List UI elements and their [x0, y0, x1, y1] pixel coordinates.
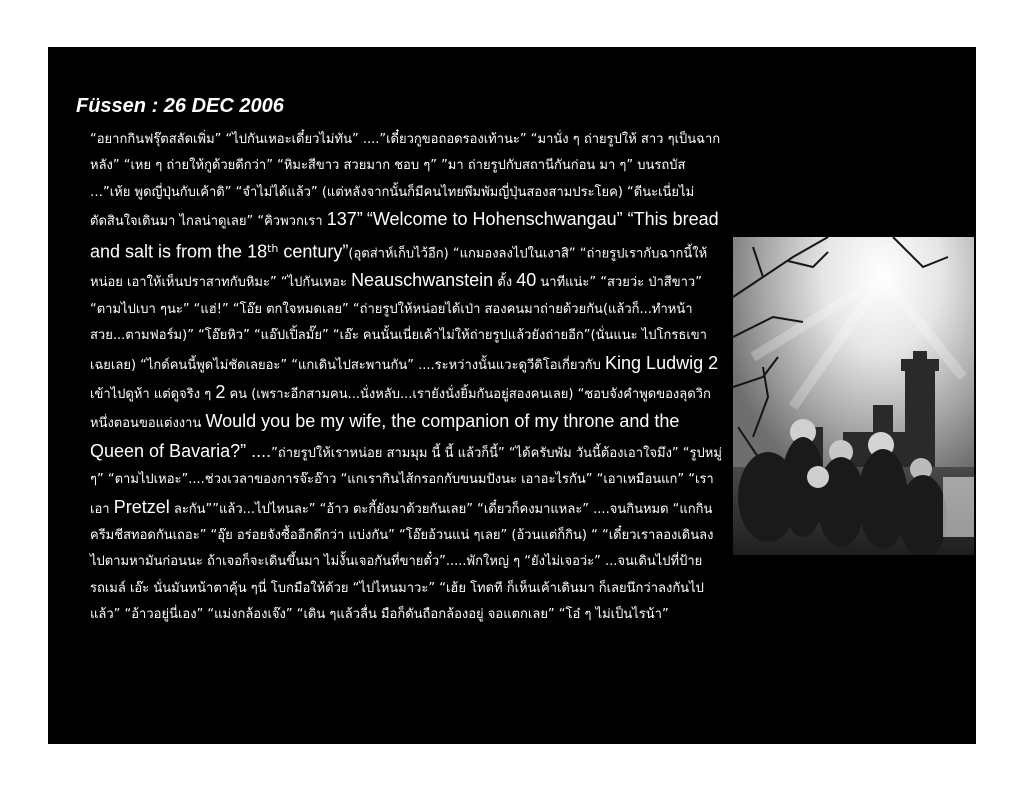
story-text: [90, 127, 722, 629]
story-english: Would you be my wife, the companion of my throne and the Queen of Bavaria?” ....: [90, 411, 680, 461]
story-english: King Ludwig 2: [605, 352, 719, 373]
slide-panel: [48, 47, 976, 744]
page-title: Füssen : 26 DEC 2006: [76, 95, 284, 117]
story-number: 2: [215, 381, 226, 402]
story-part: ”ถ่ายรูปให้เราหน่อย สามมุม นี้ นี้ แล้วก็นี้” “ได้ครับพัม วันนี้ต้องเอาใจมึง” “รูปหมู่ ๆ” “ตามไปเหอะ”....ช่วงเวลาของการจ๊ะอ๊าว “แกเรากินไส้กรอกกับขนมปังนะ เอาอะไรกัน” “เอาเหมือนแก” “เราเอา: [90, 445, 722, 517]
story-part: ตั้ง: [493, 275, 517, 291]
story-english: century”: [278, 240, 349, 261]
story-part: (อุตส่าห์เก็บไว้อีก) “แกมองลงไปในเงาสิ” “ถ่ายรูปเรากับฉากนี้ให้หน่อย เอาให้เห็นปราสาทกับหิมะ” “ไปกันเหอะ: [90, 245, 708, 291]
story-english: Pretzel: [113, 496, 170, 517]
story-part: คน (เพราะอีกสามคน...นั่งหลับ...เรายังนั่งยิ้มกันอยู่สองคนเลย) “ชอบจังคำพูดของลุดวิกหนึ่งตอนขอแต่งงาน: [90, 386, 711, 432]
story-number: 40: [516, 270, 537, 291]
story-part: เข้าไปดูห้า แต่ดูจริง ๆ: [90, 386, 216, 402]
group-photo-castle-snow-icon: [733, 237, 974, 555]
story-english: Neauschwanstein: [351, 270, 494, 291]
story-part: นาทีแน่ะ” “สวยว่ะ ป่าสีขาว” “ตามไปเบา ๆนะ” “แฮ่!” “โอ๊ย ตกใจหมดเลย” “ถ่ายรูปให้หน่อยได้เป่า สองคนมาถ่ายด้วยกัน(แล้วก็...ทำหน้าสวย...ตามฟอร์ม)” “โอ๊ยหิว” “แอ๊ปเปิ้ลมั๊ย” “เอ๊ะ คนนั้นเนี่ยเค้าไม่ให้ถ่ายรูปแล้วยังถ่ายอีก”(นั่นแนะ ไปโกรธเขาเฉยเลย) “ไกด์คนนี้พูดไม่ชัดเลยอะ” “แกเดินไปสะพานกัน” ....ระหว่างนั้นแวะดูวีดิโอเกี่ยวกับ: [90, 275, 707, 373]
story-superscript: th: [267, 241, 279, 255]
story-part: ละกัน””แล้ว...ไปไหนละ” “อ้าว ตะกี้ยังมาด้วยกันเลย” “เดี๋ยวก็คงมาแหละ” ....จนกินหมด “แกกินครีมชีสทอดกันเถอะ” “อุ๊ย อร่อยจังซื้ออีกดีกว่า แบ่งกัน” “โอ๊ยอ้วนแน่ ๆเลย” (อ้วนแต่ก็กิน) “ “เดี๋ยวเราลองเดินลงไปตามหามันก่อนนะ ถ้าเจอก็จะเดินขึ้นมา ไม่งั้นเจอกันที่ขายตั๋ว”.....พักใหญ่ ๆ “ยังไม่เจอว่ะ” ...จนเดินไปที่ป้ายรถเมล์ เอ๊ะ นั่นมันหน้าตาคุ้น ๆนี่ โบกมือให้ด้วย “ไปไหนมาวะ” “เฮ้ย โทดที ก็เห็นเค้าเดินมา ก็เลยนึกว่าลงกันไปแล้ว” “อ้าวอยู่นี่เอง” “แม่งกล้องเจ๊ง” “เดิน ๆแล้วลื่น มือก็ดันถือกล้องอยู่ จอแตกเลย” “โอ๋ ๆ ไม่เป็นไรน้า”: [90, 501, 714, 623]
story-number: 137”: [326, 209, 363, 230]
story-english: “Welcome to Hohenschwangau” “This bread and salt is from the 18: [90, 209, 719, 261]
group-photo: [733, 237, 974, 555]
story-part: “อยากกินฟรุ๊ตสลัดเพิ่ม” “ไปกันเหอะเดี๋ยวไม่ทัน” ....”เดี๋ยวกูขอถอดรองเท้านะ” “มานั่ง ๆ ถ่ายรูปให้ สาว ๆเป็นฉากหลัง” “เหย ๆ ถ่ายให้กูด้วยดีกว่า” “หิมะสีขาว สวยมาก ชอบ ๆ” ”มา ถ่ายรูปกับสถานีกันก่อน มา ๆ” บนรถบัส …”เห้ย พูดญี่ปุ่นกับเค้าดิ” “จำไม่ได้แล้ว” (แต่หลังจากนั้นก็มีคนไทยพึมพัมญี่ปุ่นสองสามประโยค) “ดีนะเนี่ยไม่ตัดสินใจเดินมา ไกลน่าดูเลย” “คิวพวกเรา: [90, 132, 721, 230]
